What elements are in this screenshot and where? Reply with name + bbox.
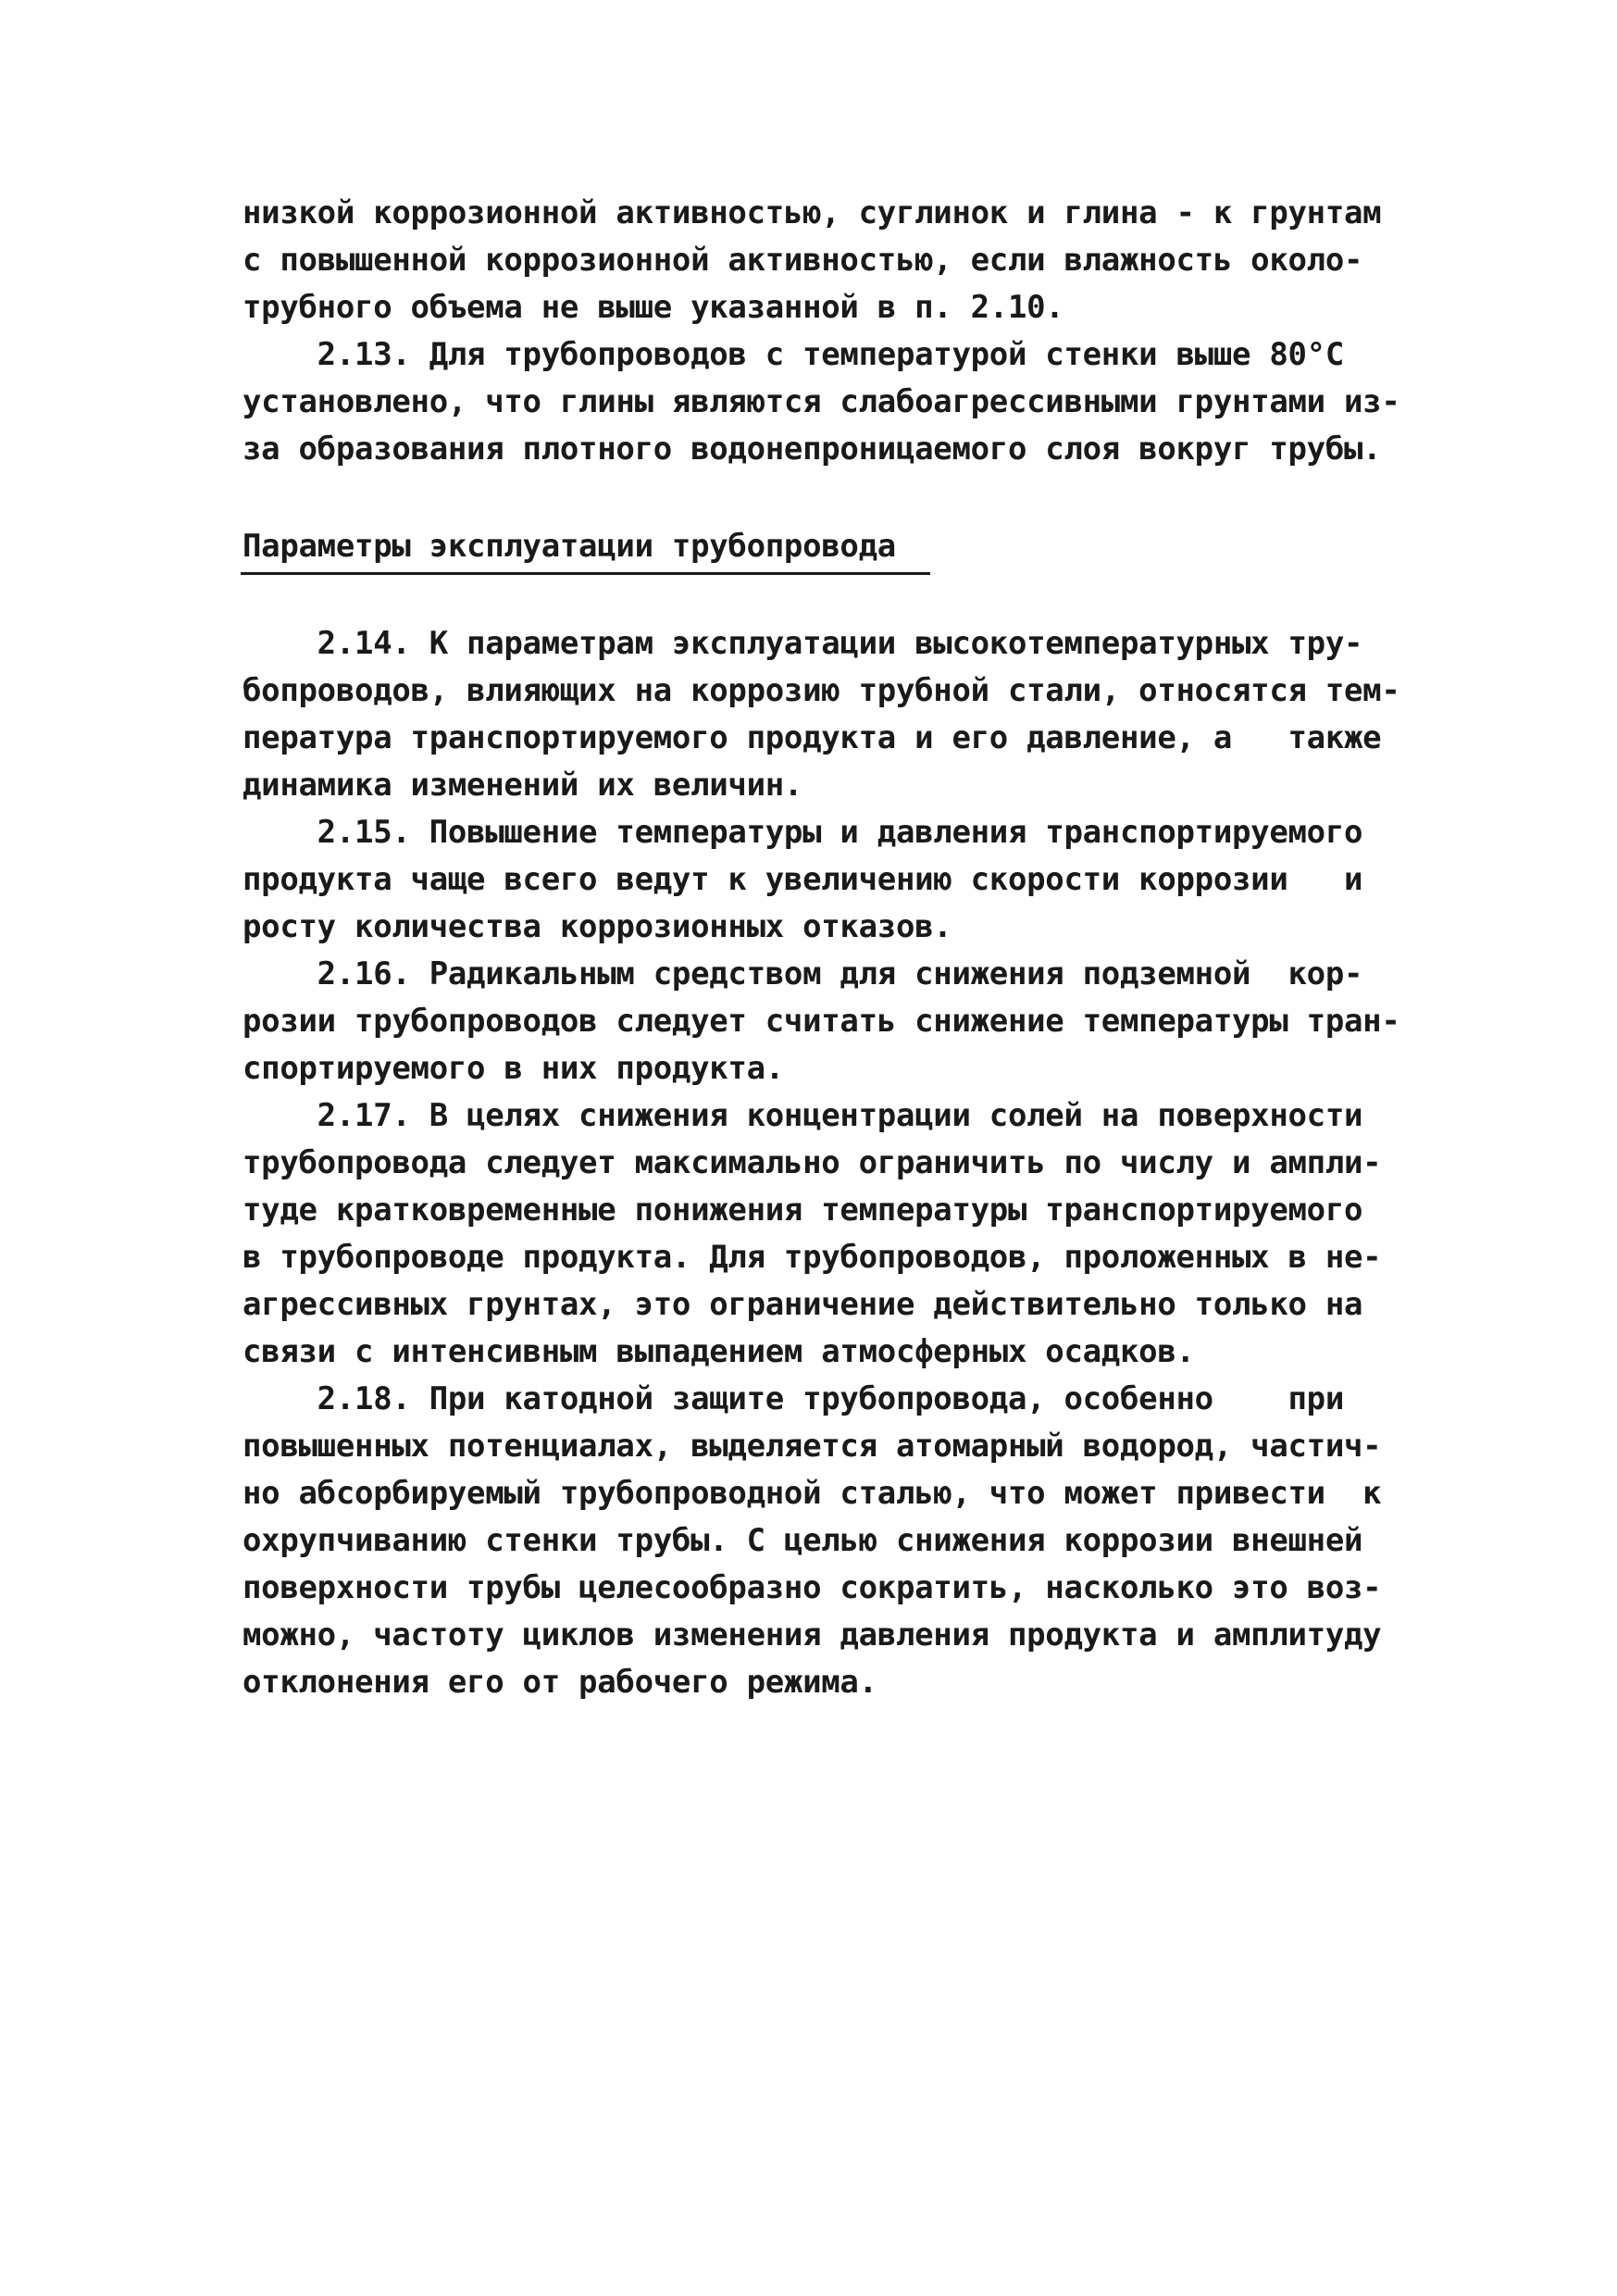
text-line: спортируемого в них продукта. xyxy=(243,1050,784,1087)
heading-underline xyxy=(241,572,930,575)
text-line: 2.13. Для трубопроводов с температурой стенки выше 80°С xyxy=(243,336,1345,373)
text-line: бопроводов, влияющих на коррозию трубной стали, относятся тем- xyxy=(243,672,1400,709)
text-line: 2.15. Повышение температуры и давления транспортируемого xyxy=(243,814,1363,851)
text-line: 2.16. Радикальным средством для снижения подземной кор- xyxy=(243,955,1363,992)
text-line: но абсорбируемый трубопроводной сталью, что может привести к xyxy=(243,1475,1382,1512)
text-line: агрессивных грунтах, это ограничение действительно только на xyxy=(243,1286,1363,1323)
text-line: связи с интенсивным выпадением атмосферных осадков. xyxy=(243,1333,1195,1370)
text-line: 2.17. В целях снижения концентрации солей на поверхности xyxy=(243,1097,1363,1134)
section-heading: Параметры эксплуатации трубопровода xyxy=(243,528,896,565)
text-line: продукта чаще всего ведут к увеличению скорости коррозии и xyxy=(243,861,1363,898)
text-line: низкой коррозионной активностью, суглинок и глина - к грунтам xyxy=(243,194,1382,231)
text-line: отклонения его от рабочего режима. xyxy=(243,1664,877,1701)
text-line: охрупчиванию стенки трубы. С целью снижения коррозии внешней xyxy=(243,1522,1363,1559)
text-line: туде кратковременные понижения температуры транспортируемого xyxy=(243,1192,1363,1229)
text-line: повышенных потенциалах, выделяется атомарный водород, частич- xyxy=(243,1428,1382,1465)
text-line: поверхности трубы целесообразно сократить, насколько это воз- xyxy=(243,1569,1382,1606)
text-line: установлено, что глины являются слабоагрессивными грунтами из- xyxy=(243,383,1400,420)
text-line: с повышенной коррозионной активностью, если влажность около- xyxy=(243,242,1363,279)
text-line: 2.14. К параметрам эксплуатации высокотемпературных тру- xyxy=(243,625,1363,662)
text-line: розии трубопроводов следует считать снижение температуры тран- xyxy=(243,1003,1400,1040)
text-line: трубного объема не выше указанной в п. 2.10. xyxy=(243,289,1064,326)
text-line: 2.18. При катодной защите трубопровода, особенно при xyxy=(243,1380,1345,1417)
text-line: пература транспортируемого продукта и его давление, а также xyxy=(243,719,1382,756)
text-line: динамика изменений их величин. xyxy=(243,767,803,804)
text-line: росту количества коррозионных отказов. xyxy=(243,908,952,945)
text-line: за образования плотного водонепроницаемого слоя вокруг трубы. xyxy=(243,430,1382,468)
text-line: в трубопроводе продукта. Для трубопроводов, проложенных в не- xyxy=(243,1239,1382,1276)
text-line: трубопровода следует максимально ограничить по числу и ампли- xyxy=(243,1144,1382,1181)
text-line: можно, частоту циклов изменения давления продукта и амплитуду xyxy=(243,1616,1382,1653)
